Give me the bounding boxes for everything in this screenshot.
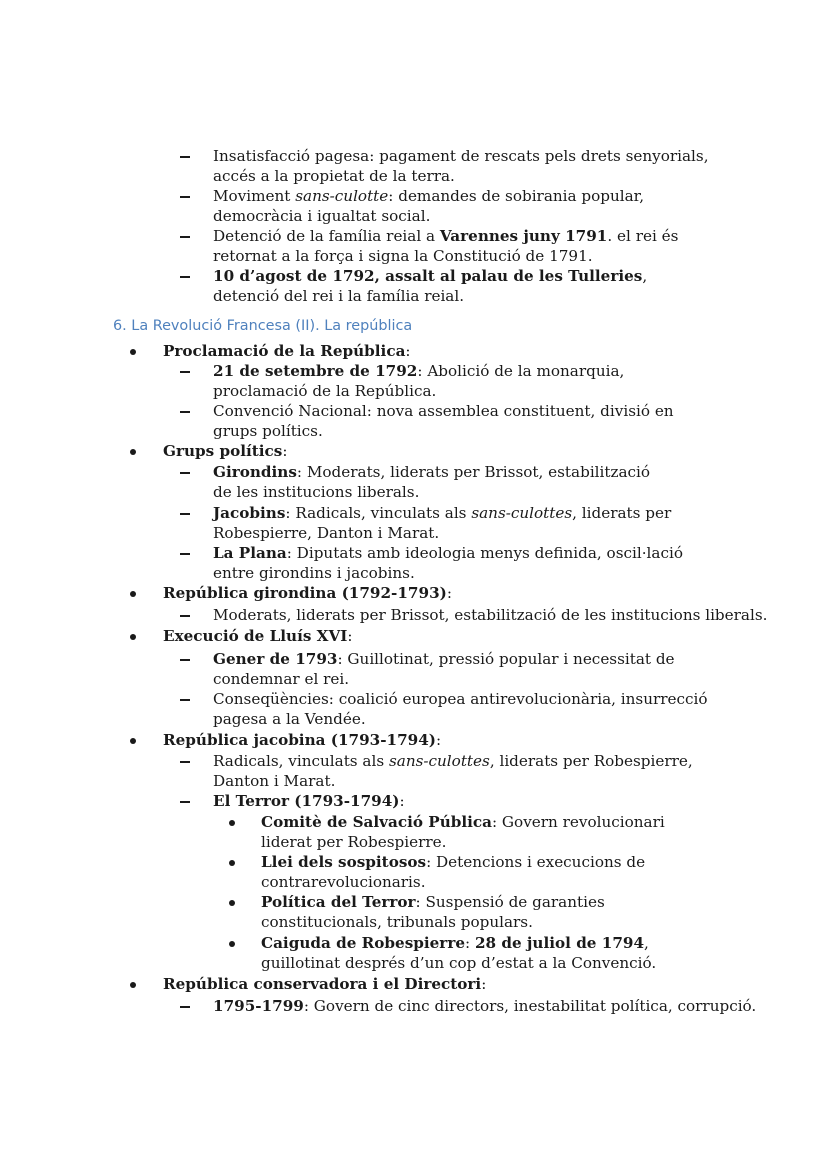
item-text: Convenció Nacional: nova assemblea constituent, divisió en grups polítics. <box>213 402 674 440</box>
item-text-plain: Insatisfacció pagesa: pagament de rescats pels drets senyorials, accés a la propietat de la terra. <box>213 147 709 185</box>
item-text <box>213 187 718 227</box>
round-bullet-icon <box>229 860 235 866</box>
dash-bullet-icon <box>180 761 190 763</box>
item-text: Política del Terror: Suspensió de garanties constitucionals, tribunals populars. <box>261 893 605 931</box>
round-bullet-icon <box>229 900 235 906</box>
item-text-bold: Varennes juny 1791 <box>439 227 608 245</box>
section-title: República conservadora i el Directori: <box>163 975 487 993</box>
dash-bullet-icon <box>180 1006 190 1008</box>
item-text <box>213 227 718 267</box>
round-bullet-icon <box>130 591 136 597</box>
dash-bullet-icon <box>180 411 190 413</box>
dash-bullet-icon <box>180 196 190 198</box>
item-text: Llei dels sospitosos: Detencions i execucions de contrarevolucionaris. <box>261 853 646 891</box>
item-text-italic: sans-culotte <box>295 187 389 205</box>
item-text-bold: 10 d’agost de 1792, assalt al palau de les Tulleries <box>213 267 643 285</box>
item-text <box>213 147 718 187</box>
round-bullet-icon <box>130 449 136 455</box>
item-text: Gener de 1793: Guillotinat, pressió popular i necessitat de condemnar el rei. <box>213 650 675 688</box>
dash-bullet-icon <box>180 236 190 238</box>
item-text: 21 de setembre de 1792: Abolició de la monarquia, proclamació de la República. <box>213 362 625 400</box>
round-bullet-icon <box>229 820 235 826</box>
item-text-plain: . el rei és retornat a la força i signa la Constitució de 1791. <box>213 227 679 265</box>
dash-bullet-icon <box>180 553 190 555</box>
item-text: Jacobins: Radicals, vinculats als sans-culottes, liderats per Robespierre, Danton i Marat. <box>213 504 672 542</box>
item-text: Comitè de Salvació Pública: Govern revolucionari liderat per Robespierre. <box>261 813 665 851</box>
dash-bullet-icon <box>180 699 190 701</box>
section-title: Execució de Lluís XVI: <box>163 627 353 645</box>
item-text: 1795-1799: Govern de cinc directors, inestabilitat política, corrupció. <box>213 997 757 1015</box>
item-text: Conseqüències: coalició europea antirevolucionària, insurrecció pagesa a la Vendée. <box>213 690 708 728</box>
item-text-plain: Detenció de la família reial a <box>213 227 440 245</box>
section-title: Grups polítics: <box>163 442 288 460</box>
section-title: Proclamació de la República: <box>163 342 411 360</box>
dash-bullet-icon <box>180 472 190 474</box>
item-text: Caiguda de Robespierre: 28 de juliol de 1794, guillotinat després d’un cop d’estat a la Convenció. <box>261 934 657 972</box>
section-heading: 6. La Revolució Francesa (II). La república <box>113 318 413 334</box>
item-text: El Terror (1793-1794): <box>213 792 405 810</box>
dash-bullet-icon <box>180 659 190 661</box>
round-bullet-icon <box>130 982 136 988</box>
dash-bullet-icon <box>180 615 190 617</box>
section-title: República girondina (1792-1793): <box>163 584 452 602</box>
round-bullet-icon <box>229 941 235 947</box>
item-text: Radicals, vinculats als sans-culottes, liderats per Robespierre, Danton i Marat. <box>213 752 693 790</box>
item-text: Moderats, liderats per Brissot, estabilització de les institucions liberals. <box>213 606 768 624</box>
item-text <box>213 267 718 307</box>
dash-bullet-icon <box>180 801 190 803</box>
item-text: La Plana: Diputats amb ideologia menys definida, oscil·lació entre girondins i jacobins. <box>213 544 683 582</box>
item-text-plain: : demandes de sobirania popular, democràcia i igualtat social. <box>213 187 645 225</box>
item-text-plain: Moviment <box>213 187 296 205</box>
dash-bullet-icon <box>180 371 190 373</box>
item-text: Girondins: Moderats, liderats per Brissot, estabilització de les institucions liberals. <box>213 463 651 501</box>
round-bullet-icon <box>130 349 136 355</box>
round-bullet-icon <box>130 738 136 744</box>
dash-bullet-icon <box>180 276 190 278</box>
item-text-plain: , detenció del rei i la família reial. <box>213 267 648 305</box>
section-title: República jacobina (1793-1794): <box>163 731 442 749</box>
round-bullet-icon <box>130 634 136 640</box>
dash-bullet-icon <box>180 156 190 158</box>
dash-bullet-icon <box>180 513 190 515</box>
